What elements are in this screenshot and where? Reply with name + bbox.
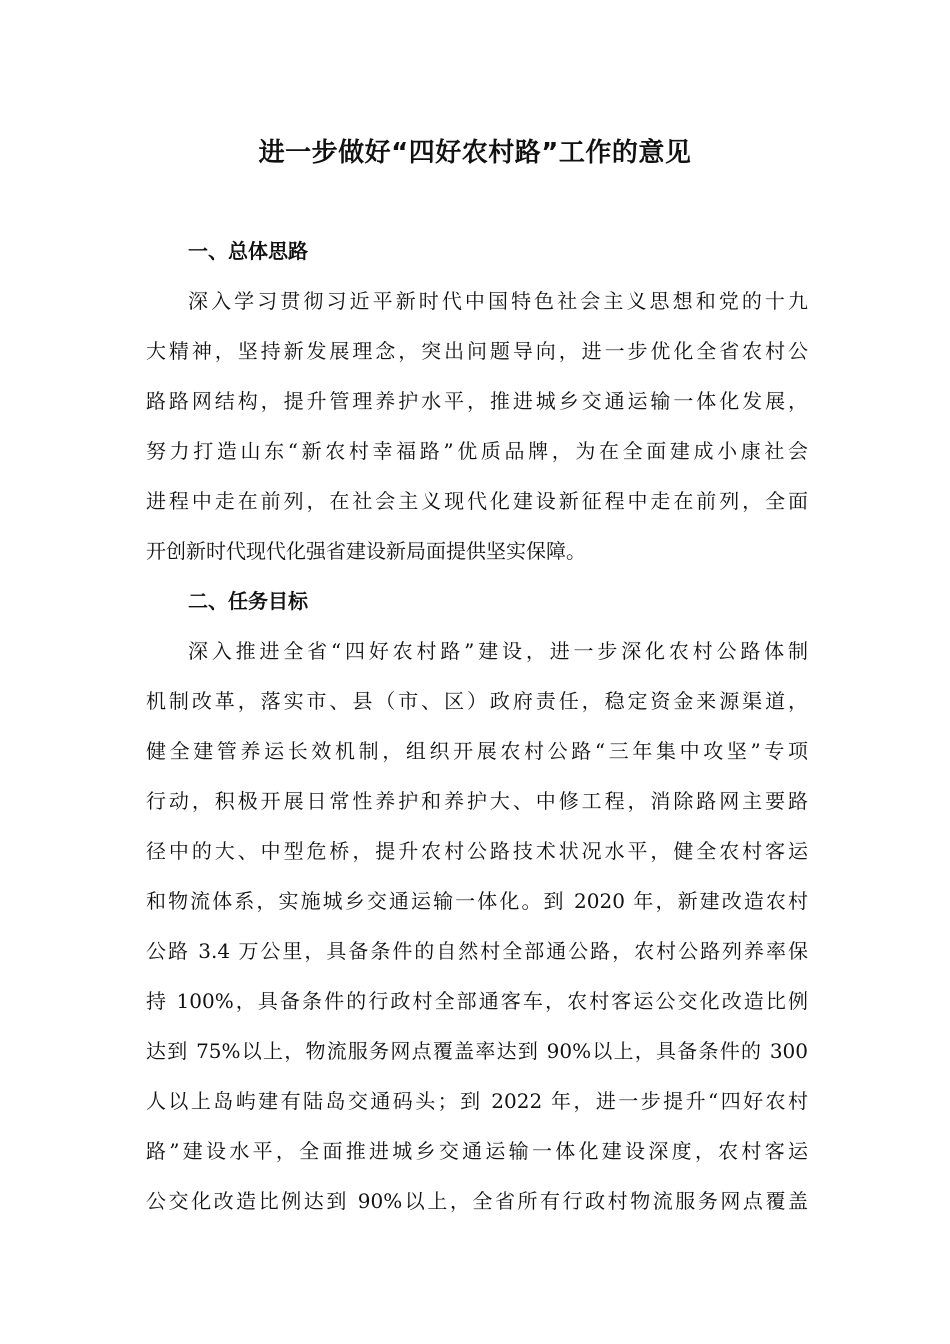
document-title: 进一步做好“四好农村路”工作的意见 (258, 138, 692, 168)
text-line: 公路 3.4 万公里，具备条件的自然村全部通公路，农村公路列养率保 (146, 939, 808, 963)
text-line: 深入学习贯彻习近平新时代中国特色社会主义思想和党的十九 (188, 289, 808, 313)
section-heading-task-goals: 二、任务目标 (188, 589, 308, 613)
text-line: 健全建管养运长效机制，组织开展农村公路“三年集中攻坚”专项 (146, 739, 808, 763)
text-line: 大精神，坚持新发展理念，突出问题导向，进一步优化全省农村公 (146, 339, 808, 363)
section-paragraph-task-goals (146, 626, 808, 1226)
text-line: 行动，积极开展日常性养护和养护大、中修工程，消除路网主要路 (146, 789, 808, 813)
document-body (146, 226, 808, 1226)
text-line: 径中的大、中型危桥，提升农村公路技术状况水平，健全农村客运 (146, 839, 808, 863)
text-line: 达到 75%以上，物流服务网点覆盖率达到 90%以上，具备条件的 300 (146, 1039, 808, 1063)
text-line: 和物流体系，实施城乡交通运输一体化。到 2020 年，新建改造农村 (146, 889, 808, 913)
text-line: 努力打造山东“新农村幸福路”优质品牌，为在全面建成小康社会 (146, 439, 808, 463)
text-line: 路”建设水平，全面推进城乡交通运输一体化建设深度，农村客运 (146, 1139, 808, 1163)
text-line: 机制改革，落实市、县（市、区）政府责任，稳定资金来源渠道， (146, 689, 808, 713)
text-line: 开创新时代现代化强省建设新局面提供坚实保障。 (146, 539, 586, 563)
text-line: 进程中走在前列，在社会主义现代化建设新征程中走在前列，全面 (146, 489, 808, 513)
text-line: 公交化改造比例达到 90%以上，全省所有行政村物流服务网点覆盖 (146, 1189, 808, 1213)
text-line: 持 100%，具备条件的行政村全部通客车，农村客运公交化改造比例 (146, 989, 808, 1013)
section-heading-overall-approach: 一、总体思路 (188, 239, 308, 263)
text-line: 深入推进全省“四好农村路”建设，进一步深化农村公路体制 (188, 639, 808, 663)
section-paragraph-overall-approach (146, 276, 808, 576)
text-line: 人以上岛屿建有陆岛交通码头；到 2022 年，进一步提升“四好农村 (146, 1089, 808, 1113)
text-line: 路路网结构，提升管理养护水平，推进城乡交通运输一体化发展， (146, 389, 808, 413)
